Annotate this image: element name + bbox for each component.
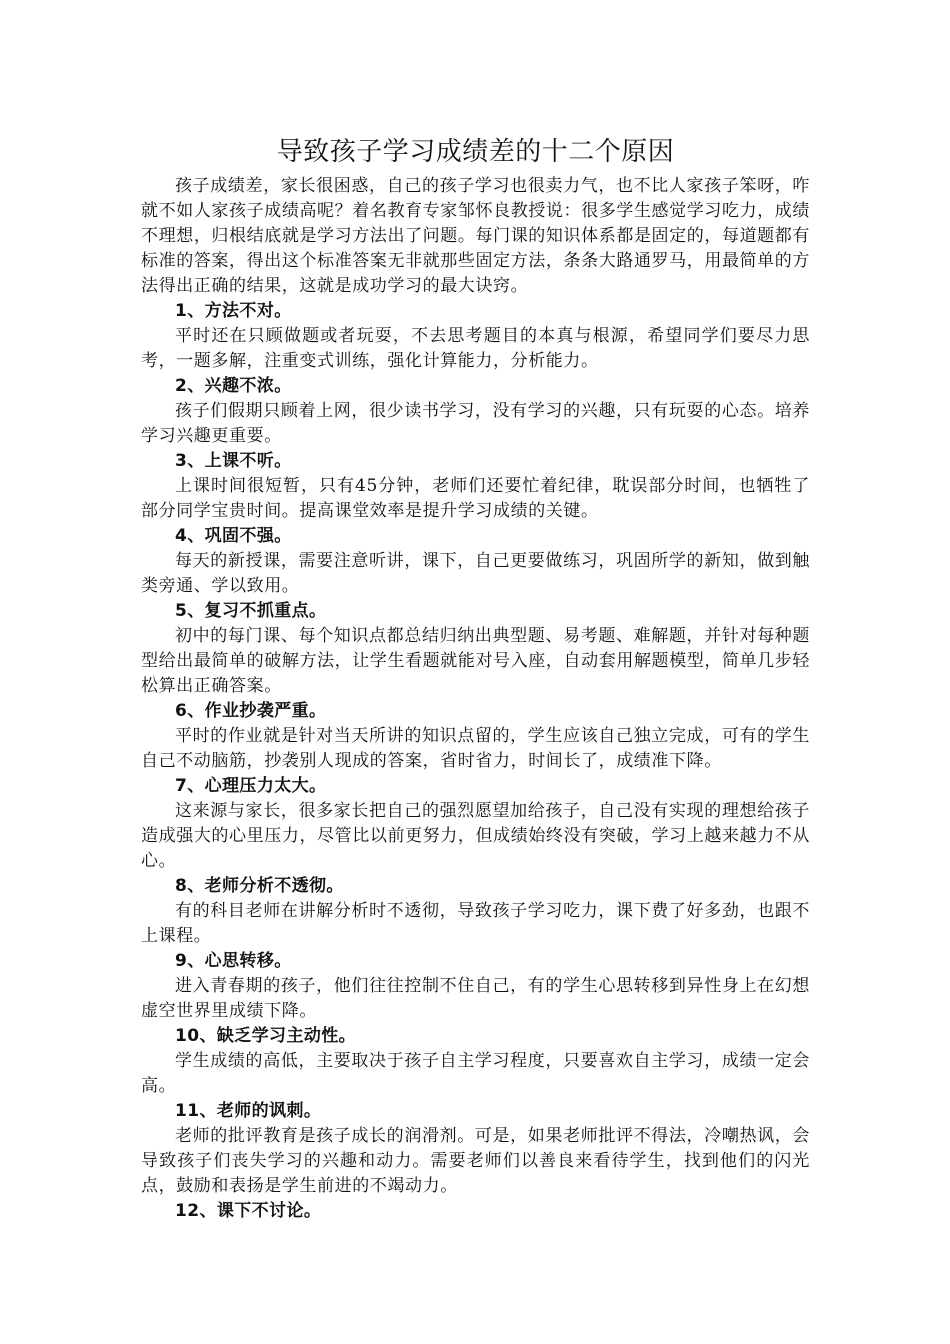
section-text: 上课时间很短暂，只有45分钟，老师们还要忙着纪律，耽误部分时间，也牺牲了部分同学宝贵时间。提高课堂效率是提升学习成绩的关键。 xyxy=(141,476,810,521)
intro-paragraph: 孩子成绩差，家长很困惑，自己的孩子学习也很卖力气，也不比人家孩子笨呀，咋就不如人家孩子成绩高呢？着名教育专家邹怀良教授说：很多学生感觉学习吃力，成绩不理想，归根结底就是学习方法出了问题。每门课的知识体系都是固定的，每道题都有标准的答案，得出这个标准答案无非就那些固定方法，条条大路通罗马，用最简单的方法得出正确的结果，这就是成功学习的最大诀窍。 xyxy=(141,176,810,296)
section-12 xyxy=(141,1199,810,1224)
section-text: 老师的批评教育是孩子成长的润滑剂。可是，如果老师批评不得法，冷嘲热讽，会导致孩子们丧失学习的兴趣和动力。需要老师们以善良来看待学生，找到他们的闪光点，鼓励和表扬是学生前进的不竭动力。 xyxy=(141,1126,810,1196)
section-text: 平时还在只顾做题或者玩耍，不去思考题目的本真与根源，希望同学们要尽力思考，一题多解，注重变式训练，强化计算能力，分析能力。 xyxy=(141,326,810,371)
section-11 xyxy=(141,1099,810,1199)
section-9 xyxy=(141,949,810,1024)
section-text: 平时的作业就是针对当天所讲的知识点留的，学生应该自己独立完成，可有的学生自己不动脑筋，抄袭别人现成的答案，省时省力，时间长了，成绩准下降。 xyxy=(141,726,810,771)
section-text: 每天的新授课，需要注意听讲，课下，自己更要做练习，巩固所学的新知，做到触类旁通、学以致用。 xyxy=(141,551,810,596)
section-text: 有的科目老师在讲解分析时不透彻，导致孩子学习吃力，课下费了好多劲，也跟不上课程。 xyxy=(141,901,810,946)
section-2 xyxy=(141,374,810,449)
section-10 xyxy=(141,1024,810,1099)
section-heading: 6、作业抄袭严重。 xyxy=(175,701,327,721)
section-text: 初中的每门课、每个知识点都总结归纳出典型题、易考题、难解题，并针对每种题型给出最简单的破解方法，让学生看题就能对号入座，自动套用解题模型，简单几步轻松算出正确答案。 xyxy=(141,626,810,696)
section-heading: 3、上课不听。 xyxy=(175,451,292,471)
section-heading: 1、方法不对。 xyxy=(175,301,292,321)
section-5 xyxy=(141,599,810,699)
section-heading: 11、老师的讽刺。 xyxy=(175,1101,322,1121)
section-7 xyxy=(141,774,810,874)
section-text: 孩子们假期只顾着上网，很少读书学习，没有学习的兴趣，只有玩耍的心态。培养学习兴趣更重要。 xyxy=(141,401,810,446)
section-heading: 8、老师分析不透彻。 xyxy=(175,876,344,896)
section-text: 进入青春期的孩子，他们往往控制不住自己，有的学生心思转移到异性身上在幻想虚空世界里成绩下降。 xyxy=(141,976,810,1021)
section-text: 这来源与家长，很多家长把自己的强烈愿望加给孩子，自己没有实现的理想给孩子造成强大的心里压力，尽管比以前更努力，但成绩始终没有突破，学习上越来越力不从心。 xyxy=(141,801,810,871)
section-4 xyxy=(141,524,810,599)
page-title: 导致孩子学习成绩差的十二个原因 xyxy=(276,137,675,167)
section-8 xyxy=(141,874,810,949)
section-heading: 4、巩固不强。 xyxy=(175,526,292,546)
section-3 xyxy=(141,449,810,524)
section-6 xyxy=(141,699,810,774)
section-text: 学生成绩的高低，主要取决于孩子自主学习程度，只要喜欢自主学习，成绩一定会高。 xyxy=(141,1051,810,1096)
section-heading: 10、缺乏学习主动性。 xyxy=(175,1026,357,1046)
section-heading: 9、心思转移。 xyxy=(175,951,292,971)
section-heading: 5、复习不抓重点。 xyxy=(175,601,327,621)
section-heading: 2、兴趣不浓。 xyxy=(175,376,292,396)
section-heading: 7、心理压力太大。 xyxy=(175,776,327,796)
section-heading: 12、课下不讨论。 xyxy=(175,1201,322,1221)
section-1 xyxy=(141,299,810,374)
